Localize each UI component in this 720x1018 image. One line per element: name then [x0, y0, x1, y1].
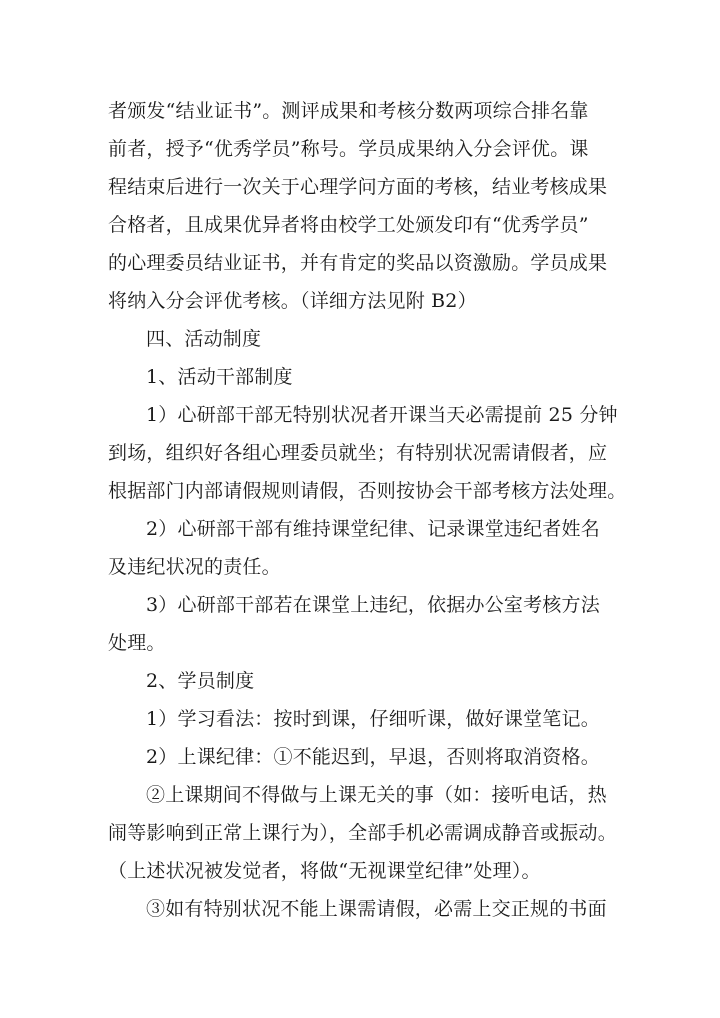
subsection-heading-student-rules	[108, 662, 616, 700]
text-line: 2）上课纪律：①不能迟到，早退，否则将取消资格。	[146, 746, 600, 768]
text-line: 程结束后进行一次关于心理学问方面的考核，结业考核成果	[108, 176, 608, 198]
heading-text: 四、活动制度	[146, 328, 262, 350]
paragraph-student-rule-2c	[108, 890, 616, 928]
paragraph-student-rule-1	[108, 700, 616, 738]
text-line: 合格者，且成果优异者将由校学工处颁发印有“优秀学员”	[108, 214, 589, 236]
text-line: 到场，组织好各组心理委员就坐；有特别状况需请假者，应	[108, 442, 608, 464]
document-body	[108, 92, 627, 928]
text-line: （上述状况被发觉者，将做“无视课堂纪律”处理）。	[108, 860, 541, 882]
paragraph-student-rule-2b	[108, 776, 616, 890]
section-heading-activity-rules	[108, 320, 616, 358]
text-line: 根据部门内部请假规则请假，否则按协会干部考核方法处理。	[108, 480, 627, 502]
paragraph-student-rule-2	[108, 738, 616, 776]
text-line: 1）心研部干部无特别状况者开课当天必需提前 25 分钟	[146, 404, 618, 426]
paragraph-cadre-rule-2	[108, 510, 616, 586]
paragraph-cadre-rule-3	[108, 586, 616, 662]
text-line: ②上课期间不得做与上课无关的事（如：接听电话，热	[146, 784, 607, 806]
text-line: 者颁发“结业证书”。测评成果和考核分数两项综合排名靠	[108, 100, 589, 122]
heading-text: 1、活动干部制度	[146, 366, 293, 388]
text-line: 3）心研部干部若在课堂上违纪，依据办公室考核方法	[146, 594, 600, 616]
text-line: 2）心研部干部有维持课堂纪律、记录课堂违纪者姓名	[146, 518, 600, 540]
text-line: 的心理委员结业证书，并有肯定的奖品以资激励。学员成果	[108, 252, 608, 274]
text-line: ③如有特别状况不能上课需请假，必需上交正规的书面	[146, 898, 607, 920]
heading-text: 2、学员制度	[146, 670, 255, 692]
text-line: 闹等影响到正常上课行为），全部手机必需调成静音或振动。	[108, 822, 617, 844]
subsection-heading-cadre-rules	[108, 358, 616, 396]
text-line: 及违纪状况的责任。	[108, 556, 281, 578]
text-line: 1）学习看法：按时到课，仔细听课，做好课堂笔记。	[146, 708, 600, 730]
paragraph-cadre-rule-1	[108, 396, 627, 510]
text-line: 处理。	[108, 632, 166, 654]
text-line: 前者，授予“优秀学员”称号。学员成果纳入分会评优。课	[108, 138, 589, 160]
paragraph-certificate-awards	[108, 92, 616, 320]
text-line: 将纳入分会评优考核。（详细方法见附 B2）	[108, 290, 477, 312]
